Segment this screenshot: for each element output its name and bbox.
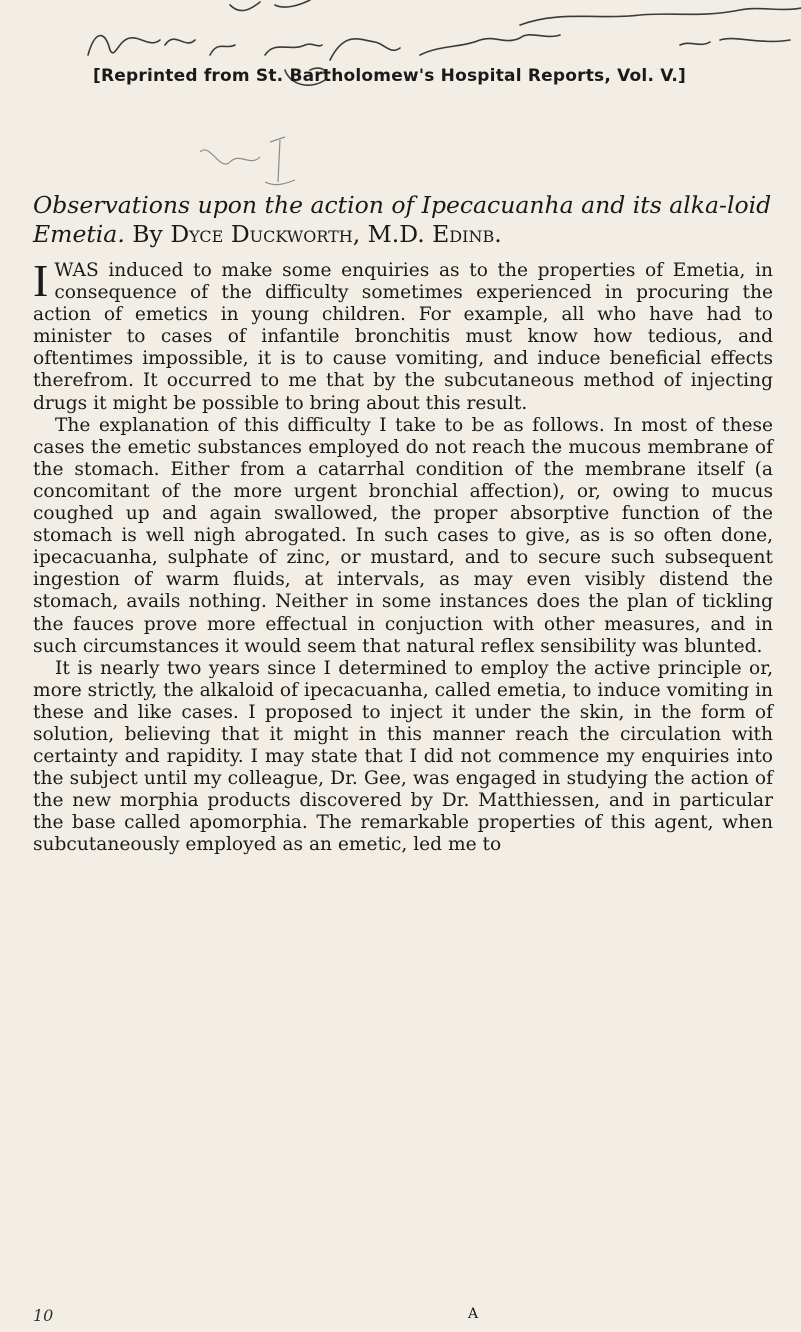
dropcap: I	[33, 255, 49, 306]
reprint-note: [Reprinted from St. Bartholomew's Hospital Reports, Vol. V.]	[93, 66, 687, 86]
signature-mark: 10	[33, 1306, 54, 1325]
title-text: Observations upon the action of Ipecacuanha and its alka-loid Emetia.	[33, 191, 772, 248]
signature-letter: A	[468, 1306, 480, 1322]
article-body	[33, 255, 773, 857]
paragraph-1-text: WAS induced to make some enquiries as to the properties of Emetia, in consequence of the difficulty sometimes experienced in procuring the action of emetics in young children. For example, all who have had to minister to cases of infantile bronchitis must know how tedious, and oftentimes impossible, it is to cause vomiting, and induce beneficial effects therefrom. It occurred to me that by the subcutaneous method of injecting drugs it might be possible to bring about this result.	[33, 260, 773, 414]
handwritten-inscription	[0, 0, 801, 120]
paragraph-2: The explanation of this difficulty I take to be as follows. In most of these cases the emetic substances employed do not reach the mucous membrane of the stomach. Either from a catarrhal condition of the membrane itself (a concomitant of the more urgent bronchial affection), or, owing to mucus coughed up and again swallowed, the proper absorptive function of the stomach is well nigh abrogated. In such cases to give, as is so often done, ipecacuanha, sulphate of zinc, or mustard, and to secure such subsequent ingestion of warm fluids, at intervals, as may even visibly distend the stomach, avails nothing. Neither in some instances does the plan of tickling the fauces prove more effectual in conjuction with other measures, and in such circumstances it would seem that natural reflex sensibility was blunted.	[33, 414, 773, 657]
article-title	[33, 191, 773, 249]
title-author: Dyce Duckworth, M.D. Edinb.	[170, 220, 502, 248]
paragraph-1	[33, 255, 773, 415]
paragraph-3: It is nearly two years since I determined to employ the active principle or, more strictly, the alkaloid of ipecacuanha, called emetia, to induce vomiting in these and like cases. I proposed to inject it under the skin, in the form of solution, believing that it might in this manner reach the circulation with certainty and rapidity. I may state that I did not commence my enquiries into the subject until my colleague, Dr. Gee, was engaged in studying the action of the new morphia products discovered by Dr. Matthiessen, and in particular the base called apomorphia. The remarkable properties of this agent, when subcutaneously employed as an emetic, led me to	[33, 657, 773, 856]
handwriting-scribble	[0, 0, 801, 120]
title-by: By	[132, 220, 163, 248]
